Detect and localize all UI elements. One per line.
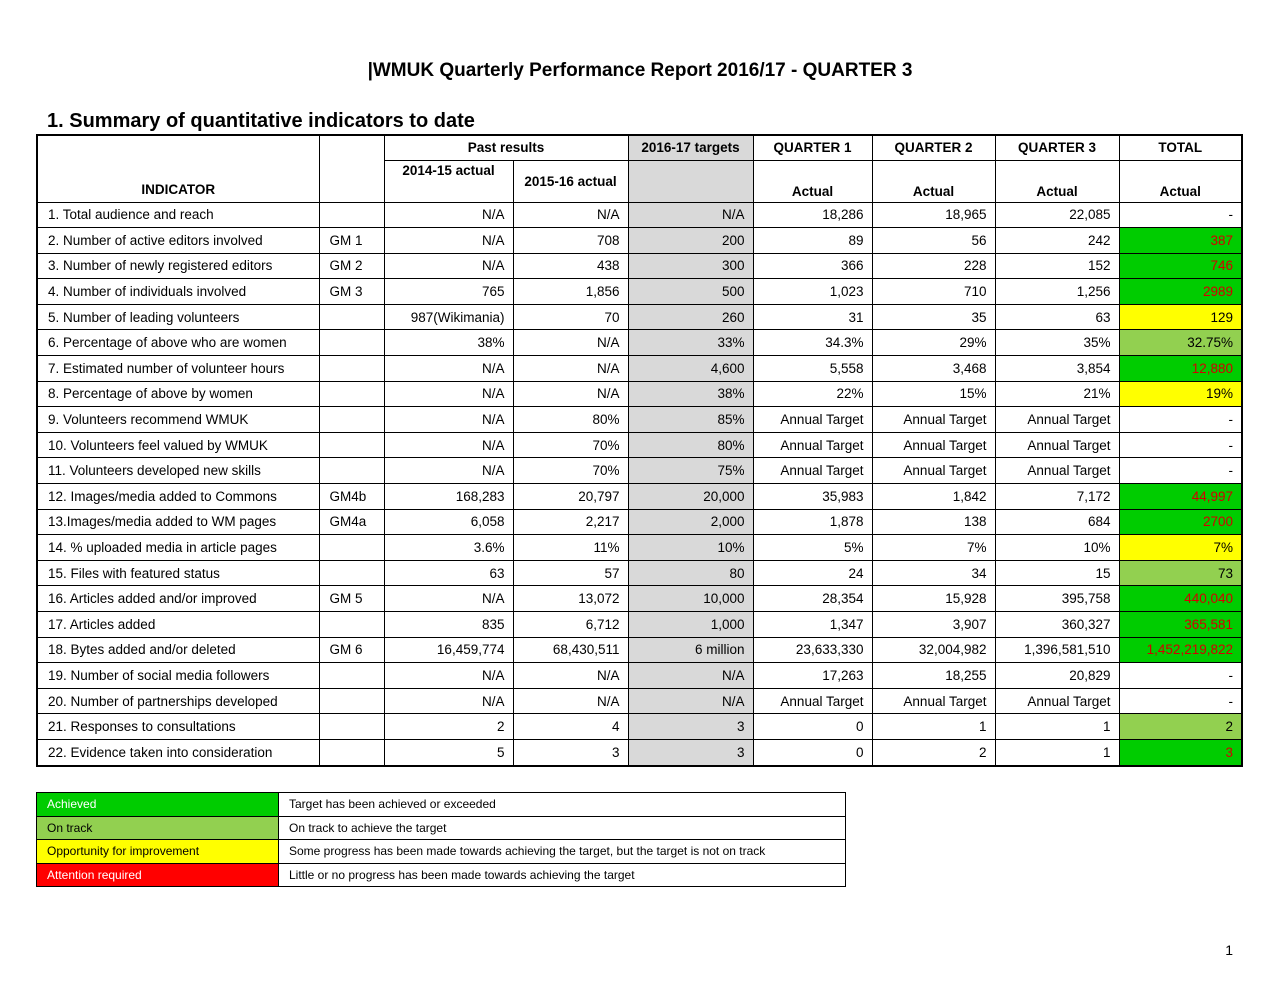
legend-row (37, 816, 846, 840)
table-row (37, 228, 1242, 254)
cell-gm (319, 304, 384, 330)
cell-y1516: 4 (513, 714, 628, 740)
table-row (37, 253, 1242, 279)
cell-q2: 15,928 (872, 586, 995, 612)
cell-indicator: 1. Total audience and reach (37, 202, 319, 228)
cell-q1: 1,347 (753, 612, 872, 638)
cell-q3: Annual Target (995, 407, 1119, 433)
cell-q2: 228 (872, 253, 995, 279)
header-2014-15: 2014-15 actual (384, 160, 513, 202)
cell-total: - (1119, 407, 1242, 433)
table-row (37, 407, 1242, 433)
cell-q1: Annual Target (753, 458, 872, 484)
cell-q1: Annual Target (753, 432, 872, 458)
legend-description: On track to achieve the target (279, 816, 846, 840)
header-past-results: Past results (384, 135, 628, 160)
cell-gm (319, 432, 384, 458)
cell-q2: Annual Target (872, 458, 995, 484)
cell-gm (319, 560, 384, 586)
cell-q1: 0 (753, 739, 872, 765)
cell-target: 500 (628, 279, 753, 305)
table-row (37, 714, 1242, 740)
legend-label: Achieved (37, 793, 279, 817)
cell-target: N/A (628, 663, 753, 689)
cell-q3: 1,256 (995, 279, 1119, 305)
table-row (37, 381, 1242, 407)
cell-q1: 1,878 (753, 509, 872, 535)
cell-y1516: 2,217 (513, 509, 628, 535)
cell-y1516: N/A (513, 356, 628, 382)
cell-q3: 3,854 (995, 356, 1119, 382)
legend-description: Little or no progress has been made towards achieving the target (279, 863, 846, 887)
cell-y1516: N/A (513, 330, 628, 356)
cell-indicator: 10. Volunteers feel valued by WMUK (37, 432, 319, 458)
cell-q1: 5% (753, 535, 872, 561)
cell-indicator: 9. Volunteers recommend WMUK (37, 407, 319, 433)
cell-total: 440,040 (1119, 586, 1242, 612)
cell-q3: 21% (995, 381, 1119, 407)
legend-body (37, 793, 846, 887)
cell-q3: 360,327 (995, 612, 1119, 638)
cell-indicator: 12. Images/media added to Commons (37, 484, 319, 510)
cell-total: 2989 (1119, 279, 1242, 305)
cell-target: 80% (628, 432, 753, 458)
section-title: 1. Summary of quantitative indicators to date (47, 110, 475, 132)
cell-q3: 1,396,581,510 (995, 637, 1119, 663)
cell-indicator: 14. % uploaded media in article pages (37, 535, 319, 561)
cell-gm (319, 535, 384, 561)
cell-y1516: N/A (513, 381, 628, 407)
cell-y1415: N/A (384, 586, 513, 612)
cell-target: 75% (628, 458, 753, 484)
cell-q3: 684 (995, 509, 1119, 535)
cell-gm (319, 612, 384, 638)
cell-y1415: 765 (384, 279, 513, 305)
cell-gm: GM4b (319, 484, 384, 510)
cell-q2: 18,965 (872, 202, 995, 228)
cell-target: 38% (628, 381, 753, 407)
cell-q1: 23,633,330 (753, 637, 872, 663)
cell-y1516: 6,712 (513, 612, 628, 638)
cell-total: - (1119, 688, 1242, 714)
cell-q1: Annual Target (753, 407, 872, 433)
header-total-actual: Actual (1119, 160, 1242, 202)
header-indicator: INDICATOR (37, 135, 319, 202)
cell-total: 3 (1119, 739, 1242, 765)
cell-q2: Annual Target (872, 432, 995, 458)
cell-indicator: 15. Files with featured status (37, 560, 319, 586)
cell-q3: 22,085 (995, 202, 1119, 228)
table-row (37, 356, 1242, 382)
table-row (37, 304, 1242, 330)
cell-q1: 89 (753, 228, 872, 254)
cell-q2: 56 (872, 228, 995, 254)
cell-target: 10,000 (628, 586, 753, 612)
cell-q1: 5,558 (753, 356, 872, 382)
cell-y1415: N/A (384, 356, 513, 382)
cell-y1415: N/A (384, 253, 513, 279)
cell-q3: 15 (995, 560, 1119, 586)
cell-y1516: N/A (513, 202, 628, 228)
table-row (37, 279, 1242, 305)
cell-target: 260 (628, 304, 753, 330)
cell-total: - (1119, 458, 1242, 484)
table-row (37, 586, 1242, 612)
cell-total: 365,581 (1119, 612, 1242, 638)
header-total: TOTAL (1119, 135, 1242, 160)
cell-y1516: N/A (513, 688, 628, 714)
cell-target: 33% (628, 330, 753, 356)
cell-q3: 395,758 (995, 586, 1119, 612)
cell-indicator: 19. Number of social media followers (37, 663, 319, 689)
cell-q1: 18,286 (753, 202, 872, 228)
cell-target: 1,000 (628, 612, 753, 638)
header-2015-16: 2015-16 actual (513, 160, 628, 202)
header-q2: QUARTER 2 (872, 135, 995, 160)
table-row (37, 663, 1242, 689)
cell-q2: 29% (872, 330, 995, 356)
cell-y1516: 708 (513, 228, 628, 254)
table-row (37, 458, 1242, 484)
table-row (37, 202, 1242, 228)
cell-y1415: N/A (384, 432, 513, 458)
cell-q3: 63 (995, 304, 1119, 330)
cell-y1415: 6,058 (384, 509, 513, 535)
cell-target: 4,600 (628, 356, 753, 382)
cell-indicator: 20. Number of partnerships developed (37, 688, 319, 714)
cell-total: - (1119, 202, 1242, 228)
cell-total: 1,452,219,822 (1119, 637, 1242, 663)
cell-q2: 18,255 (872, 663, 995, 689)
cell-q1: Annual Target (753, 688, 872, 714)
cell-q1: 1,023 (753, 279, 872, 305)
cell-q2: 32,004,982 (872, 637, 995, 663)
cell-target: 2,000 (628, 509, 753, 535)
cell-y1415: 987(Wikimania) (384, 304, 513, 330)
cell-target: 3 (628, 714, 753, 740)
cell-y1415: 5 (384, 739, 513, 765)
cell-target: 85% (628, 407, 753, 433)
legend-label: Attention required (37, 863, 279, 887)
cell-y1415: N/A (384, 202, 513, 228)
cell-y1415: 63 (384, 560, 513, 586)
cell-q1: 24 (753, 560, 872, 586)
table-body (37, 202, 1242, 766)
cell-q1: 28,354 (753, 586, 872, 612)
header-q1-actual: Actual (753, 160, 872, 202)
cell-gm: GM 6 (319, 637, 384, 663)
cell-q2: 15% (872, 381, 995, 407)
legend-description: Some progress has been made towards achieving the target, but the target is not on track (279, 840, 846, 864)
cell-indicator: 18. Bytes added and/or deleted (37, 637, 319, 663)
cell-y1415: N/A (384, 407, 513, 433)
cell-indicator: 4. Number of individuals involved (37, 279, 319, 305)
cell-target: 3 (628, 739, 753, 765)
cell-total: - (1119, 663, 1242, 689)
cell-q1: 366 (753, 253, 872, 279)
cell-total: 19% (1119, 381, 1242, 407)
cell-q2: 2 (872, 739, 995, 765)
header-q3: QUARTER 3 (995, 135, 1119, 160)
cell-y1516: 70% (513, 458, 628, 484)
cell-gm (319, 407, 384, 433)
cell-q2: 35 (872, 304, 995, 330)
legend-label: On track (37, 816, 279, 840)
cell-gm (319, 202, 384, 228)
cell-y1516: 11% (513, 535, 628, 561)
cell-target: 200 (628, 228, 753, 254)
cell-target: 6 million (628, 637, 753, 663)
cell-q3: 20,829 (995, 663, 1119, 689)
cell-target: N/A (628, 202, 753, 228)
cell-y1516: 57 (513, 560, 628, 586)
cell-gm (319, 688, 384, 714)
legend-description: Target has been achieved or exceeded (279, 793, 846, 817)
header-q3-actual: Actual (995, 160, 1119, 202)
legend-row (37, 863, 846, 887)
cell-q3: 242 (995, 228, 1119, 254)
cell-gm: GM 5 (319, 586, 384, 612)
table-row (37, 688, 1242, 714)
cell-y1516: 438 (513, 253, 628, 279)
cell-gm (319, 381, 384, 407)
cell-y1516: 70 (513, 304, 628, 330)
cell-q1: 17,263 (753, 663, 872, 689)
cell-indicator: 16. Articles added and/or improved (37, 586, 319, 612)
cell-total: 44,997 (1119, 484, 1242, 510)
cell-gm: GM4a (319, 509, 384, 535)
cell-q2: 710 (872, 279, 995, 305)
cell-total: 7% (1119, 535, 1242, 561)
cell-gm (319, 714, 384, 740)
cell-indicator: 8. Percentage of above by women (37, 381, 319, 407)
cell-gm (319, 739, 384, 765)
cell-q1: 35,983 (753, 484, 872, 510)
cell-q3: Annual Target (995, 688, 1119, 714)
cell-indicator: 6. Percentage of above who are women (37, 330, 319, 356)
table-row (37, 432, 1242, 458)
cell-y1415: 38% (384, 330, 513, 356)
cell-gm: GM 3 (319, 279, 384, 305)
cell-q3: Annual Target (995, 432, 1119, 458)
cell-q3: 1 (995, 714, 1119, 740)
cell-q2: 34 (872, 560, 995, 586)
cell-total: 746 (1119, 253, 1242, 279)
cell-y1516: N/A (513, 663, 628, 689)
cell-indicator: 5. Number of leading volunteers (37, 304, 319, 330)
cell-y1516: 3 (513, 739, 628, 765)
cell-q2: 1 (872, 714, 995, 740)
cell-q3: Annual Target (995, 458, 1119, 484)
cell-q3: 7,172 (995, 484, 1119, 510)
cell-y1415: 3.6% (384, 535, 513, 561)
cell-gm (319, 663, 384, 689)
header-q2-actual: Actual (872, 160, 995, 202)
cell-total: 129 (1119, 304, 1242, 330)
cell-y1516: 68,430,511 (513, 637, 628, 663)
cell-gm (319, 330, 384, 356)
cell-q2: 3,468 (872, 356, 995, 382)
cell-q2: 138 (872, 509, 995, 535)
table-row (37, 560, 1242, 586)
table-row (37, 535, 1242, 561)
cell-y1516: 20,797 (513, 484, 628, 510)
cell-y1516: 1,856 (513, 279, 628, 305)
cell-total: 12,880 (1119, 356, 1242, 382)
legend-row (37, 840, 846, 864)
table-row (37, 739, 1242, 765)
cell-y1415: N/A (384, 458, 513, 484)
page-number: 1 (1225, 942, 1233, 958)
cell-y1415: 2 (384, 714, 513, 740)
cell-q3: 10% (995, 535, 1119, 561)
cell-indicator: 21. Responses to consultations (37, 714, 319, 740)
header-gm (319, 135, 384, 202)
indicators-table (36, 134, 1243, 767)
cell-q2: 3,907 (872, 612, 995, 638)
cell-target: N/A (628, 688, 753, 714)
cell-indicator: 2. Number of active editors involved (37, 228, 319, 254)
cell-indicator: 11. Volunteers developed new skills (37, 458, 319, 484)
legend-label: Opportunity for improvement (37, 840, 279, 864)
cell-gm (319, 458, 384, 484)
cell-total: 73 (1119, 560, 1242, 586)
legend-table (36, 792, 846, 887)
cell-indicator: 7. Estimated number of volunteer hours (37, 356, 319, 382)
report-title: |WMUK Quarterly Performance Report 2016/17 - QUARTER 3 (367, 60, 913, 81)
header-q1: QUARTER 1 (753, 135, 872, 160)
cell-total: 32.75% (1119, 330, 1242, 356)
cell-target: 10% (628, 535, 753, 561)
cell-q1: 34.3% (753, 330, 872, 356)
cell-y1415: N/A (384, 688, 513, 714)
cell-y1516: 13,072 (513, 586, 628, 612)
cell-total: - (1119, 432, 1242, 458)
cell-q1: 31 (753, 304, 872, 330)
cell-q1: 22% (753, 381, 872, 407)
cell-q2: 1,842 (872, 484, 995, 510)
table-row (37, 484, 1242, 510)
cell-q2: Annual Target (872, 407, 995, 433)
cell-y1415: 168,283 (384, 484, 513, 510)
cell-y1415: N/A (384, 228, 513, 254)
cell-indicator: 22. Evidence taken into consideration (37, 739, 319, 765)
cell-y1516: 70% (513, 432, 628, 458)
cell-y1415: 16,459,774 (384, 637, 513, 663)
cell-q2: 7% (872, 535, 995, 561)
cell-total: 2700 (1119, 509, 1242, 535)
cell-q3: 1 (995, 739, 1119, 765)
cell-y1415: N/A (384, 381, 513, 407)
cell-gm (319, 356, 384, 382)
cell-indicator: 13.Images/media added to WM pages (37, 509, 319, 535)
table-row (37, 612, 1242, 638)
cell-q3: 152 (995, 253, 1119, 279)
table-row (37, 509, 1242, 535)
cell-q2: Annual Target (872, 688, 995, 714)
legend-row (37, 793, 846, 817)
cell-gm: GM 1 (319, 228, 384, 254)
cell-q3: 35% (995, 330, 1119, 356)
cell-target: 80 (628, 560, 753, 586)
cell-total: 387 (1119, 228, 1242, 254)
cell-target: 300 (628, 253, 753, 279)
table-row (37, 330, 1242, 356)
cell-target: 20,000 (628, 484, 753, 510)
cell-indicator: 3. Number of newly registered editors (37, 253, 319, 279)
cell-q1: 0 (753, 714, 872, 740)
header-targets: 2016-17 targets (628, 135, 753, 160)
header-targets-blank (628, 160, 753, 202)
cell-indicator: 17. Articles added (37, 612, 319, 638)
cell-y1516: 80% (513, 407, 628, 433)
cell-gm: GM 2 (319, 253, 384, 279)
table-row (37, 637, 1242, 663)
cell-y1415: N/A (384, 663, 513, 689)
cell-total: 2 (1119, 714, 1242, 740)
cell-y1415: 835 (384, 612, 513, 638)
